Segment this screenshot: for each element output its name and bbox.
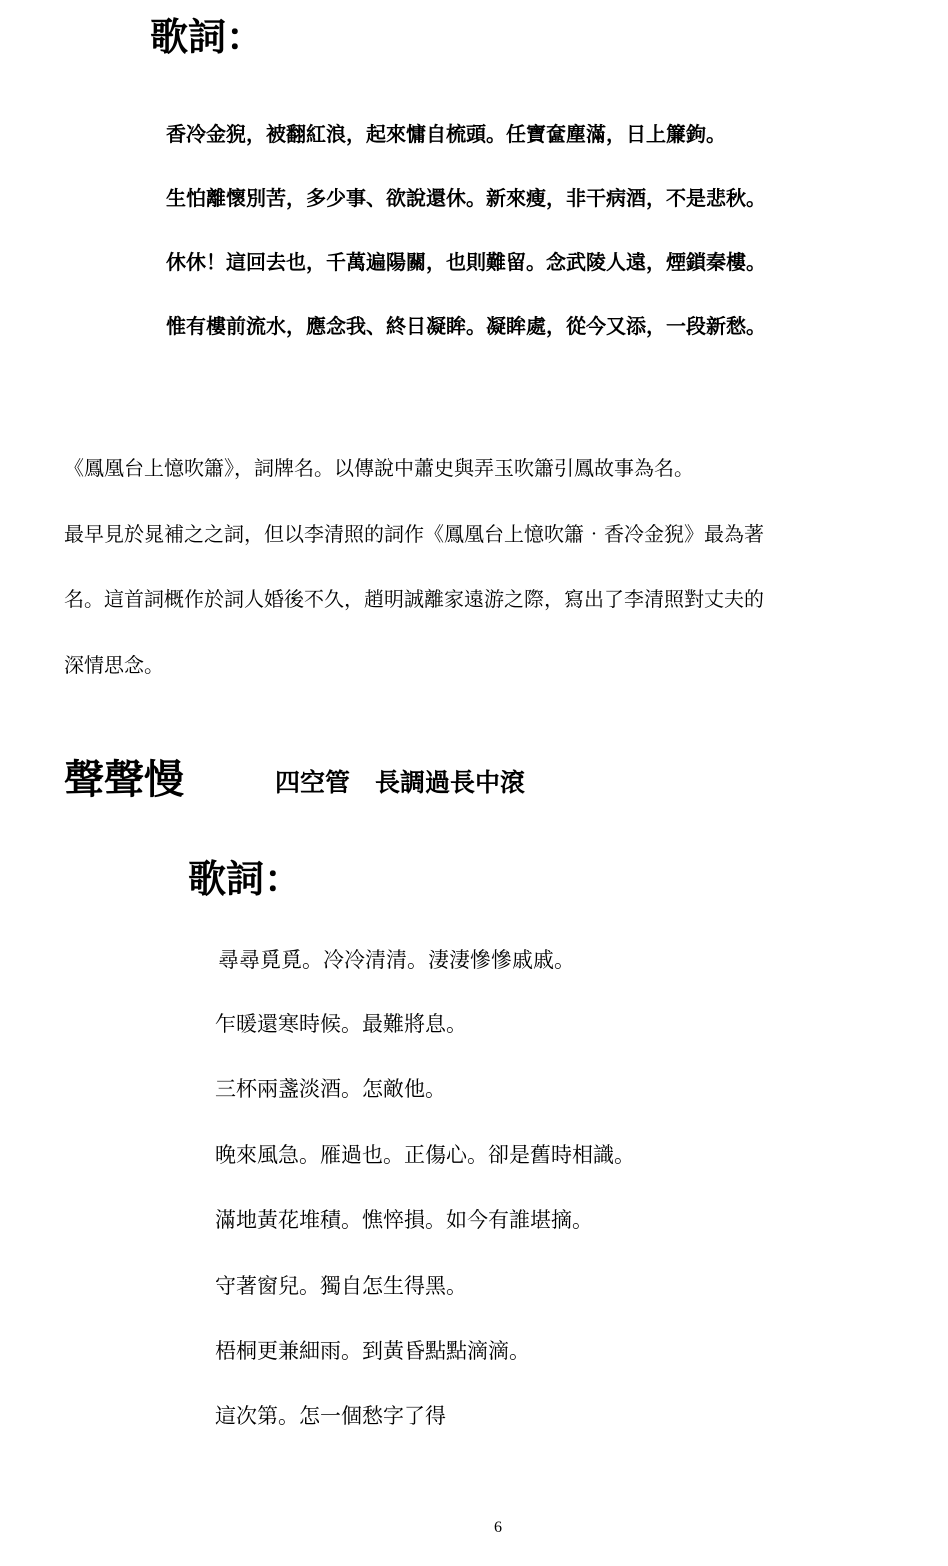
song-title: 聲聲慢 — [64, 757, 184, 803]
lyric-line: 三杯兩盞淡酒。怎敵他。 — [215, 1077, 446, 1101]
lyric-line: 守著窗兒。獨自怎生得黑。 — [215, 1274, 467, 1298]
lyric-line: 乍暖還寒時候。最難將息。 — [215, 1012, 467, 1036]
commentary-line: 名。這首詞概作於詞人婚後不久，趙明誠離家遠游之際，寫出了李清照對丈夫的 — [64, 587, 764, 611]
lyrics-heading: 歌詞： — [188, 857, 303, 901]
lyric-line: 香冷金猊，被翻紅浪，起來慵自梳頭。任寶奩塵滿，日上簾鉤。 — [166, 122, 726, 146]
commentary-line: 最早見於晁補之之詞，但以李清照的詞作《鳳凰台上憶吹簫‧香冷金猊》最為著 — [64, 522, 764, 546]
lyric-line: 休休！這回去也，千萬遍陽關，也則難留。念武陵人遠，煙鎖秦樓。 — [166, 250, 766, 274]
lyrics-heading: 歌詞： — [150, 15, 265, 59]
lyric-line: 惟有樓前流水，應念我、終日凝眸。凝眸處，從今又添，一段新愁。 — [166, 314, 766, 338]
lyric-line: 晚來風急。雁過也。正傷心。卻是舊時相識。 — [215, 1143, 635, 1167]
commentary-line: 《鳳凰台上憶吹簫》，詞牌名。以傳說中蕭史與弄玉吹簫引鳳故事為名。 — [64, 456, 694, 480]
lyric-line: 梧桐更兼細雨。到黃昏點點滴滴。 — [215, 1339, 530, 1363]
lyric-line: 滿地黃花堆積。憔悴損。如今有誰堪摘。 — [215, 1208, 593, 1232]
lyric-line: 尋尋覓覓。冷冷清清。淒淒慘慘戚戚。 — [218, 948, 575, 972]
lyric-line: 這次第。怎一個愁字了得 — [215, 1404, 446, 1428]
commentary-line: 深情思念。 — [64, 653, 164, 677]
song-subtitle: 四空管 長調過長中滾 — [275, 768, 526, 797]
lyric-line: 生怕離懷別苦，多少事、欲說還休。新來瘦，非干病酒，不是悲秋。 — [166, 186, 766, 210]
page-number: 6 — [494, 1519, 502, 1536]
